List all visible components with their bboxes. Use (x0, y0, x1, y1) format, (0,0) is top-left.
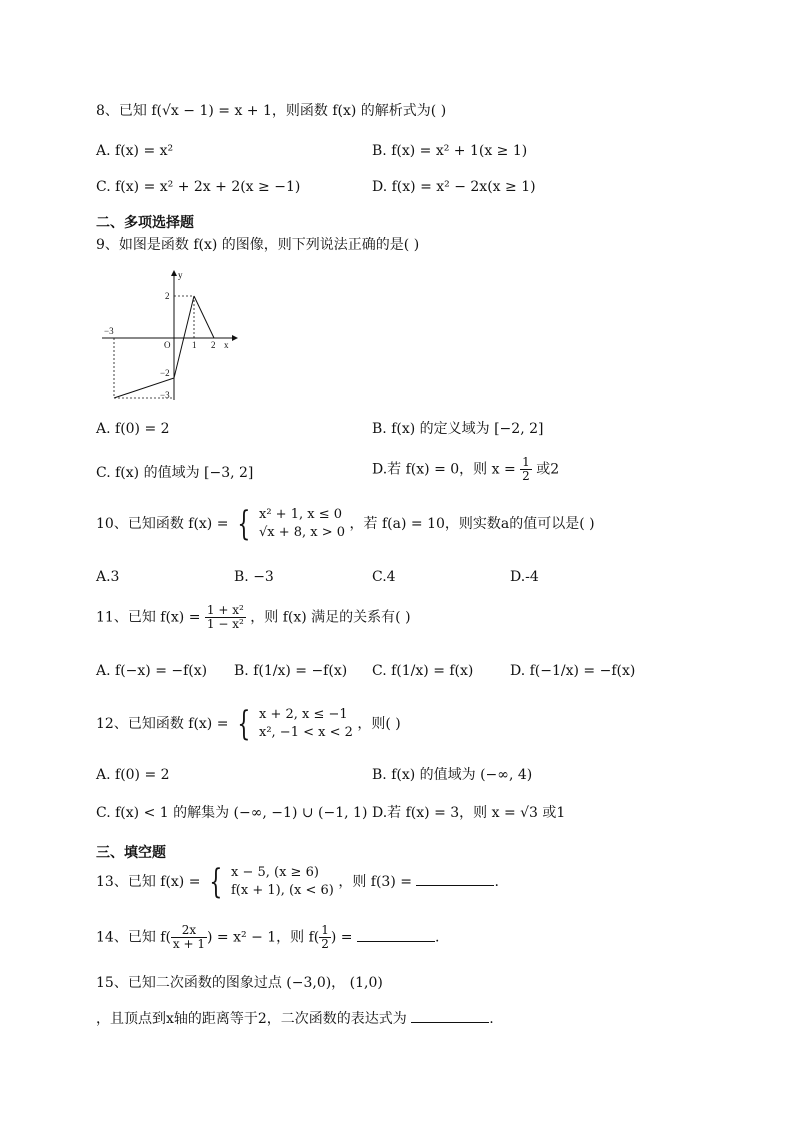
q9-option-a: A. f(0) = 2 (96, 421, 170, 437)
q10-case-1: x² + 1, x ≤ 0 (259, 507, 342, 522)
q14-stem-prefix: 14、已知 f( (96, 929, 171, 946)
piecewise-brace: { (237, 504, 251, 544)
q12-option-c: C. f(x) < 1 的解集为 (−∞, −1) ∪ (−1, 1) (96, 805, 368, 821)
q9-function-graph (100, 268, 240, 404)
q9-stem: 9、如图是函数 f(x) 的图像，则下列说法正确的是( ) (96, 237, 420, 253)
q9-option-c: C. f(x) 的值域为 [−3, 2] (96, 465, 254, 481)
section-title-multiple-choice: 二、多项选择题 (96, 215, 194, 231)
q9-option-d-tail: 或2 (536, 461, 560, 478)
fraction-denominator: 1 − x² (206, 617, 244, 631)
fraction-numerator: 1 (321, 923, 329, 937)
q11-option-b: B. f(1/x) = −f(x) (234, 663, 348, 679)
q12-piecewise (259, 706, 353, 742)
q12-case-2: x², −1 < x < 2 (259, 725, 353, 740)
q11-stem-prefix: 11、已知 f(x) = (96, 609, 201, 626)
q13-case-2: f(x + 1), (x < 6) (231, 883, 334, 898)
q10-stem-suffix: ，若 f(a) = 10，则实数a的值可以是( ) (349, 516, 595, 532)
fraction-numerator: 2x (171, 924, 207, 938)
q8-option-c: C. f(x) = x² + 2x + 2(x ≥ −1) (96, 179, 301, 195)
piecewise-brace: { (209, 862, 223, 902)
q10-case-2: √x + 8, x > 0 (259, 525, 346, 540)
q12-option-a: A. f(0) = 2 (96, 767, 170, 783)
q10-piecewise (259, 506, 345, 542)
q14-fraction-2 (319, 924, 331, 951)
q13-end: . (494, 874, 499, 890)
q15-answer-blank[interactable] (411, 1008, 489, 1023)
q15-stem-line2 (96, 1008, 494, 1030)
q11-option-c: C. f(1/x) = f(x) (372, 663, 474, 679)
q10-option-a: A.3 (96, 569, 120, 585)
q14-stem-suffix: ) = (330, 929, 353, 946)
q15-stem-line1: 15、已知二次函数的图象过点 (−3,0)， (1,0) (96, 975, 383, 991)
q9-option-d-text: D.若 f(x) = 0，则 x = (372, 461, 516, 478)
q10-stem-prefix: 10、已知函数 f(x) = (96, 516, 229, 532)
graph-tick-y-neg2: −2 (160, 368, 170, 378)
q13-piecewise (231, 864, 334, 900)
q14-end: . (435, 929, 440, 946)
q10-option-b: B. −3 (234, 569, 274, 585)
q12-stem-prefix: 12、已知函数 f(x) = (96, 716, 229, 732)
fraction-denominator: 2 (522, 469, 530, 483)
q13-stem-prefix: 13、已知 f(x) = (96, 874, 201, 890)
q14-answer-blank[interactable] (357, 927, 435, 942)
q11-stem-suffix: ，则 f(x) 满足的关系有( ) (250, 609, 411, 626)
q12-option-b: B. f(x) 的值域为 (−∞, 4) (372, 767, 533, 783)
q8-option-b: B. f(x) = x² + 1(x ≥ 1) (372, 143, 528, 159)
q12-option-d: D.若 f(x) = 3，则 x = √3 或1 (372, 805, 566, 821)
q14-stem (96, 924, 439, 951)
q11-option-d: D. f(−1/x) = −f(x) (510, 663, 636, 679)
q12-stem-suffix: ，则( ) (357, 716, 401, 732)
graph-tick-y-neg3: −3 (160, 390, 170, 400)
q8-option-a: A. f(x) = x² (96, 143, 174, 159)
graph-y-label: y (178, 270, 183, 280)
q8-stem: 8、已知 f(√x − 1) = x + 1，则函数 f(x) 的解析式为( ) (96, 103, 447, 119)
q8-option-d: D. f(x) = x² − 2x(x ≥ 1) (372, 179, 536, 195)
fraction-numerator: 1 + x² (206, 603, 244, 617)
q12-case-1: x + 2, x ≤ −1 (259, 707, 348, 722)
graph-tick-x-1: 1 (192, 340, 197, 350)
q9-option-d-fraction (520, 456, 532, 483)
section-title-fill-in: 三、填空题 (96, 845, 166, 861)
graph-tick-x-2: 2 (211, 340, 216, 350)
q15-end: . (489, 1011, 494, 1027)
graph-tick-x-neg3: −3 (104, 326, 114, 336)
q13-case-1: x − 5, (x ≥ 6) (231, 865, 319, 880)
q14-fraction-1 (171, 924, 207, 951)
graph-origin-label: O (164, 340, 171, 350)
q13-stem-suffix: ，则 f(3) = (338, 874, 412, 890)
q11-option-a: A. f(−x) = −f(x) (96, 663, 208, 679)
q12-stem (96, 706, 401, 742)
graph-tick-y-2: 2 (165, 291, 170, 301)
fraction-denominator: x + 1 (172, 937, 206, 951)
q13-answer-blank[interactable] (416, 871, 494, 886)
fraction-numerator: 1 (522, 455, 530, 469)
piecewise-brace: { (237, 704, 251, 744)
q10-option-c: C.4 (372, 569, 396, 585)
q10-option-d: D.-4 (510, 569, 539, 585)
q9-option-b: B. f(x) 的定义域为 [−2, 2] (372, 421, 544, 437)
q10-stem (96, 506, 595, 542)
q9-option-d (372, 456, 559, 483)
fraction-denominator: 2 (321, 937, 329, 951)
q15-stem-text: ，且顶点到x轴的距离等于2，二次函数的表达式为 (96, 1011, 407, 1027)
graph-x-label: x (224, 340, 229, 350)
q13-stem (96, 864, 499, 900)
q11-fraction (205, 604, 246, 631)
q11-stem (96, 604, 411, 631)
q14-stem-middle: ) = x² − 1，则 f( (207, 929, 320, 946)
